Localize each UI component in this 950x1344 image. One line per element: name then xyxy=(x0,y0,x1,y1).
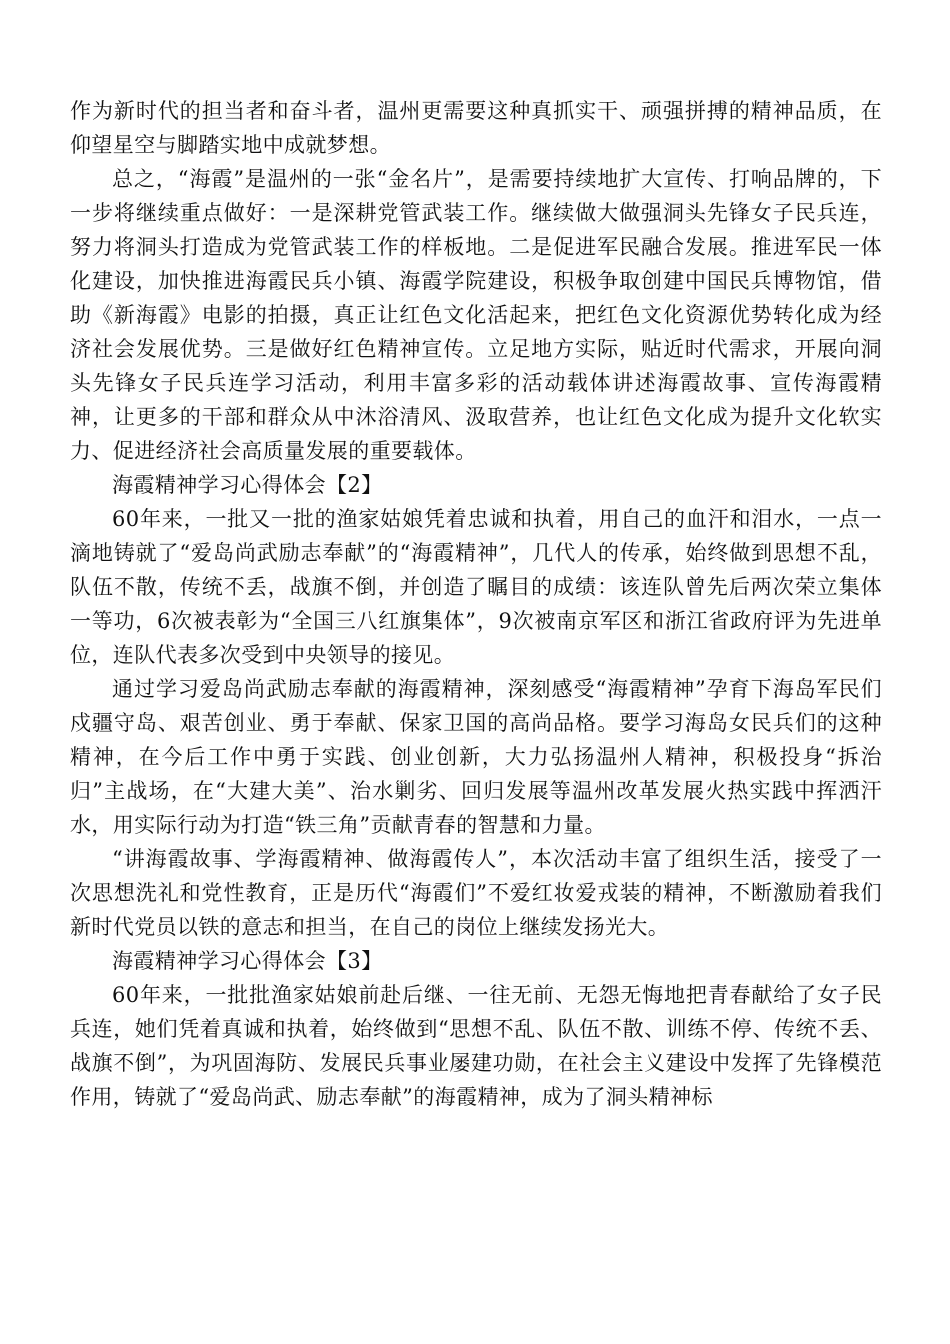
paragraph-continuation: 作为新时代的担当者和奋斗者，温州更需要这种真抓实干、顽强拼搏的精神品质，在仰望星空与脚踏实地中成就梦想。 xyxy=(70,99,882,157)
paragraph-study-spirit: 通过学习爱岛尚武励志奉献的海霞精神，深刻感受“海霞精神”孕育下海岛军民们戍疆守岛、艰苦创业、勇于奉献、保家卫国的高尚品格。要学习海岛女民兵们的这种精神，在今后工作中勇于实践、创业创新，大力弘扬温州人精神，积极投身“拆治归”主战场，在“大建大美”、治水剿劣、回归发展等温州改革发展火热实践中挥洒汗水，用实际行动为打造“铁三角”贡献青春的智慧和力量。 xyxy=(70,677,882,837)
paragraph-summary: 总之，“海霞”是温州的一张“金名片”，是需要持续地扩大宣传、打响品牌的，下一步将继续重点做好：一是深耕党管武装工作。继续做大做强洞头先锋女子民兵连，努力将洞头打造成为党管武装工作的样板地。二是促进军民融合发展。推进军民一体化建设，加快推进海霞民兵小镇、海霞学院建设，积极争取创建中国民兵博物馆，借助《新海霞》电影的拍摄，真正让红色文化活起来，把红色文化资源优势转化成为经济社会发展优势。三是做好红色精神宣传。立足地方实际，贴近时代需求，开展向洞头先锋女子民兵连学习活动，利用丰富多彩的活动载体讲述海霞故事、宣传海霞精神，让更多的干部和群众从中沐浴清风、汲取营养，也让红色文化成为提升文化软实力、促进经济社会高质量发展的重要载体。 xyxy=(70,167,882,463)
section-heading-3: 海霞精神学习心得体会【3】 xyxy=(112,949,383,973)
document-body xyxy=(70,94,882,1114)
paragraph-sixty-years-2: 60年来，一批批渔家姑娘前赴后继、一往无前、无怨无悔地把青春献给了女子民兵连，她们凭着真诚和执着，始终做到“思想不乱、队伍不散、训练不停、传统不丢、战旗不倒”，为巩固海防、发展民兵事业屡建功勋，在社会主义建设中发挥了先锋模范作用，铸就了“爱岛尚武、励志奉献”的海霞精神，成为了洞头精神标 xyxy=(70,983,882,1109)
section-heading-2: 海霞精神学习心得体会【2】 xyxy=(112,473,383,497)
paragraph-activity: “讲海霞故事、学海霞精神、做海霞传人”，本次活动丰富了组织生活，接受了一次思想洗礼和党性教育，正是历代“海霞们”不爱红妆爱戎装的精神，不断激励着我们新时代党员以铁的意志和担当，在自己的岗位上继续发扬光大。 xyxy=(70,847,882,939)
paragraph-sixty-years-1: 60年来，一批又一批的渔家姑娘凭着忠诚和执着，用自己的血汗和泪水，一点一滴地铸就了“爱岛尚武励志奉献”的“海霞精神”，几代人的传承，始终做到思想不乱，队伍不散，传统不丢，战旗不倒，并创造了瞩目的成绩：该连队曾先后两次荣立集体一等功，6次被表彰为“全国三八红旗集体”，9次被南京军区和浙江省政府评为先进单位，连队代表多次受到中央领导的接见。 xyxy=(70,507,882,667)
